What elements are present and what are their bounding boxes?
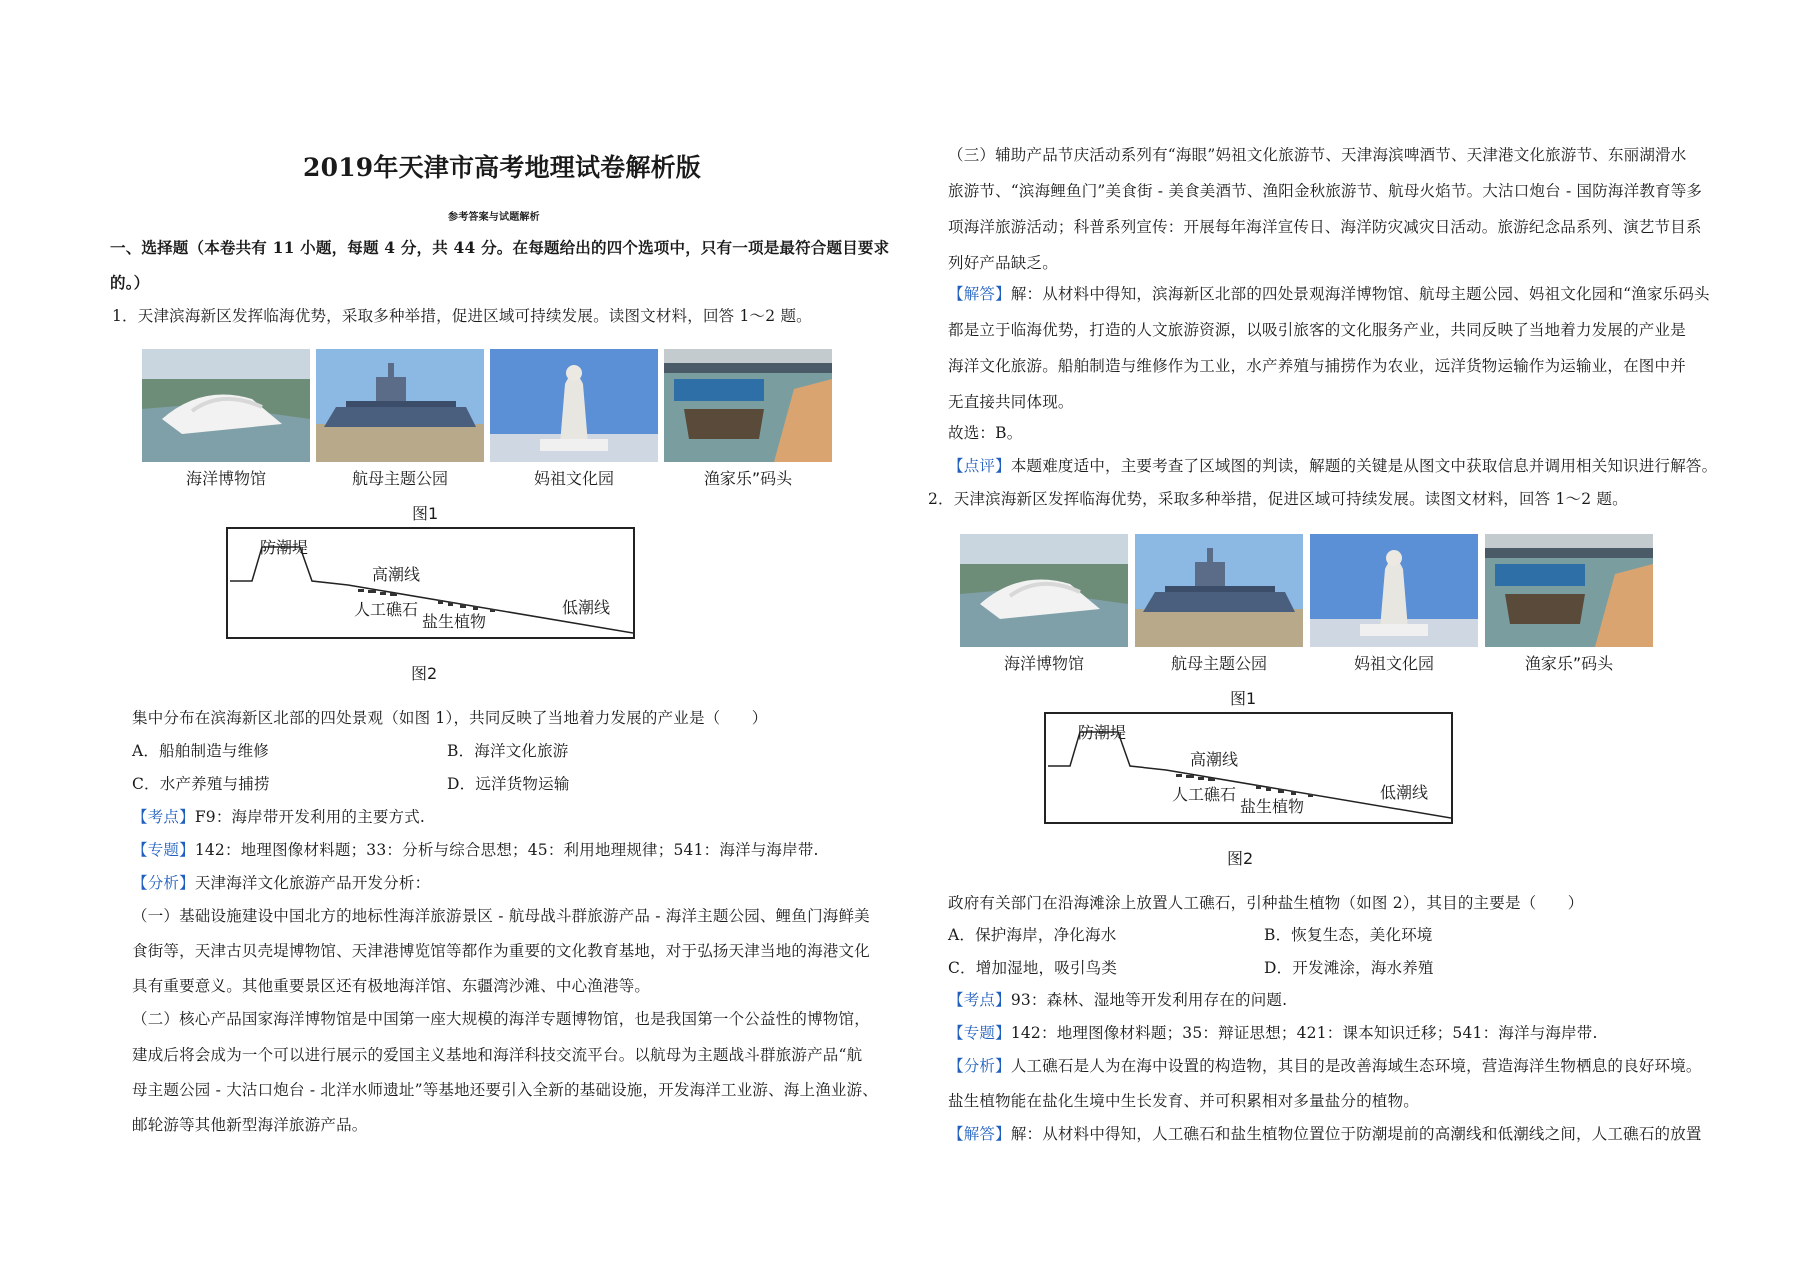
label-low-tide-2: 低潮线 [1380, 783, 1429, 802]
paper-subtitle: 参考答案与试题解析 [448, 212, 540, 223]
section-heading-line1: 一、选择题（本卷共有 11 小题，每题 4 分，共 44 分。在每题给出的四个选项中，只有一项是最符合题目要求 [110, 238, 890, 257]
jieda-line3: 海洋文化旅游。船舶制造与维修作为工业，水产养殖与捕捞作为农业，远洋货物运输作为运输业，在图中并 [948, 357, 1686, 375]
paper-title: 2019年天津市高考地理试卷解析版 [303, 153, 701, 182]
photo-ocean-museum-2 [960, 534, 1128, 647]
figure-2-label: 图2 [411, 664, 438, 683]
left-column [110, 0, 910, 1282]
fenxi-line [132, 871, 430, 893]
label-high-tide-2: 高潮线 [1190, 750, 1239, 769]
label-artificial-reef: 人工礁石 [354, 600, 419, 619]
caption-carrier-park: 航母主题公园 [351, 469, 448, 488]
para1-line2: 食街等，天津古贝壳堤博物馆、天津港博览馆等都作为重要的文化教育基地，对于弘扬天津当地的海港文化 [132, 942, 870, 960]
jieda2-line [948, 1122, 1702, 1144]
fenxi-text: 天津海洋文化旅游产品开发分析： [194, 874, 431, 892]
zhuanti-text-2: 142：地理图像材料题；35：辩证思想；421：课本知识迁移；541：海洋与海岸带. [1010, 1024, 1598, 1042]
photo-mazu-park [490, 349, 658, 462]
figure-1-label: 图1 [412, 504, 439, 523]
para1-line1: （一）基础设施建设中国北方的地标性海洋旅游景区 - 航母战斗群旅游产品 - 海洋主题公园、鲤鱼门海鲜美 [132, 907, 870, 925]
option-c: C．水产养殖与捕捞 [132, 775, 270, 793]
fenxi-tag-2: 【分析】 [948, 1057, 1011, 1075]
fenxi-line-2 [948, 1054, 1702, 1076]
para3-line3: 项海洋旅游活动；科普系列宣传：开展每年海洋宣传日、海洋防灾减灾日活动。旅游纪念品系列、演艺节目系 [948, 218, 1702, 236]
caption-carrier-park-2: 航母主题公园 [1170, 654, 1267, 673]
question-1-text: 集中分布在滨海新区北部的四处景观（如图 1），共同反映了当地着力发展的产业是（ ） [132, 709, 768, 727]
para2-line2: 建成后将会成为一个可以进行展示的爱国主义基地和海洋科技交流平台。以航母为主题战斗群旅游产品“航 [132, 1046, 863, 1064]
kaodian-line [132, 805, 425, 827]
label-low-tide: 低潮线 [562, 598, 611, 617]
zhuanti-line [132, 838, 819, 860]
dianping-line [948, 454, 1717, 476]
kaodian-line-2 [948, 988, 1287, 1010]
question-2-text: 政府有关部门在沿海滩涂上放置人工礁石，引种盐生植物（如图 2），其目的主要是（ ） [948, 894, 1584, 912]
caption-fishing-dock: 渔家乐”码头 [703, 469, 793, 488]
figure-1-label-2: 图1 [1230, 689, 1257, 708]
kaodian-text: F9：海岸带开发利用的主要方式. [194, 808, 426, 826]
photo-carrier-park [316, 349, 484, 462]
option-d: D．远洋货物运输 [447, 775, 570, 793]
jieda-tag: 【解答】 [948, 285, 1011, 303]
question-2-stem: 2．天津滨海新区发挥临海优势，采取多种举措，促进区域可持续发展。读图文材料，回答 1～2 题。 [928, 490, 1628, 508]
coast-profile-diagram-2 [1044, 712, 1453, 824]
jieda-text-1: 解：从材料中得知，滨海新区北部的四处景观海洋博物馆、航母主题公园、妈祖文化园和“渔家乐码头 [1010, 285, 1710, 303]
jieda-line4: 无直接共同体现。 [948, 393, 1074, 411]
photo-mazu-park-2 [1310, 534, 1478, 647]
para2-line4: 邮轮游等其他新型海洋旅游产品。 [132, 1116, 368, 1134]
zhuanti-tag-2: 【专题】 [948, 1024, 1011, 1042]
jieda-line2: 都是立于临海优势，打造的人文旅游资源，以吸引旅客的文化服务产业，共同反映了当地着力发展的产业是 [948, 321, 1686, 339]
para2-line3: 母主题公园 - 大沽口炮台 - 北洋水师遗址”等基地还要引入全新的基础设施，开发海洋工业游、海上渔业游、 [132, 1081, 879, 1099]
para3-line2: 旅游节、“滨海鲤鱼门”美食街 - 美食美酒节、渔阳金秋旅游节、航母火焰节。大沽口炮台 - 国防海洋教育等多 [948, 182, 1703, 200]
coast-profile-diagram [226, 527, 635, 639]
fenxi-tag: 【分析】 [132, 874, 195, 892]
label-salt-plants: 盐生植物 [422, 612, 487, 631]
label-seawall: 防潮堤 [260, 538, 309, 557]
jieda-line1 [948, 282, 1710, 304]
para1-line3: 具有重要意义。其他重要景区还有极地海洋馆、东疆湾沙滩、中心渔港等。 [132, 977, 651, 995]
dianping-tag: 【点评】 [948, 457, 1011, 475]
zhuanti-text: 142：地理图像材料题；33：分析与综合思想；45：利用地理规律；541：海洋与海岸带. [194, 841, 819, 859]
photo-fishing-dock [664, 349, 832, 462]
caption-ocean-museum: 海洋博物馆 [185, 469, 266, 488]
option-a-2: A．保护海岸，净化海水 [948, 926, 1117, 944]
figure-2-label-2: 图2 [1227, 849, 1254, 868]
label-salt-plants-2: 盐生植物 [1240, 797, 1305, 816]
zhuanti-tag: 【专题】 [132, 841, 195, 859]
para3-line1: （三）辅助产品节庆活动系列有“海眼”妈祖文化旅游节、天津海滨啤酒节、天津港文化旅游节、东丽湖滑水 [948, 146, 1687, 164]
para3-line4: 列好产品缺乏。 [948, 254, 1058, 272]
zhuanti-line-2 [948, 1021, 1598, 1043]
photo-carrier-park-2 [1135, 534, 1303, 647]
fenxi-line2-2: 盐生植物能在盐化生境中生长发育、并可积累相对多量盐分的植物。 [948, 1092, 1420, 1110]
label-high-tide: 高潮线 [372, 565, 421, 584]
caption-ocean-museum-2: 海洋博物馆 [1003, 654, 1084, 673]
label-artificial-reef-2: 人工礁石 [1172, 785, 1237, 804]
option-d-2: D．开发滩涂，海水养殖 [1264, 959, 1434, 977]
kaodian-tag: 【考点】 [132, 808, 195, 826]
jieda2-text: 解：从材料中得知，人工礁石和盐生植物位置位于防潮堤前的高潮线和低潮线之间，人工礁石的放置 [1010, 1125, 1702, 1143]
caption-fishing-dock-2: 渔家乐”码头 [1524, 654, 1614, 673]
right-column [928, 0, 1733, 1282]
caption-mazu-park-2: 妈祖文化园 [1353, 654, 1434, 673]
kaodian-text-2: 93：森林、湿地等开发利用存在的问题. [1010, 991, 1288, 1009]
jieda2-tag: 【解答】 [948, 1125, 1011, 1143]
fenxi-text-2: 人工礁石是人为在海中设置的构造物，其目的是改善海域生态环境，营造海洋生物栖息的良好环境。 [1010, 1057, 1702, 1075]
kaodian-tag-2: 【考点】 [948, 991, 1011, 1009]
option-b: B．海洋文化旅游 [447, 742, 569, 760]
photo-ocean-museum [142, 349, 310, 462]
para2-line1: （二）核心产品国家海洋博物馆是中国第一座大规模的海洋专题博物馆，也是我国第一个公益性的博物馆， [132, 1010, 870, 1028]
photo-fishing-dock-2 [1485, 534, 1653, 647]
question-1-stem: 1．天津滨海新区发挥临海优势，采取多种举措，促进区域可持续发展。读图文材料，回答 1～2 题。 [112, 307, 812, 325]
option-c-2: C．增加湿地，吸引鸟类 [948, 959, 1118, 977]
answer-line: 故选：B。 [948, 424, 1023, 442]
option-b-2: B．恢复生态，美化环境 [1264, 926, 1433, 944]
label-seawall-2: 防潮堤 [1078, 723, 1127, 742]
caption-mazu-park: 妈祖文化园 [533, 469, 614, 488]
option-a: A．船舶制造与维修 [132, 742, 269, 760]
section-heading-line2: 的。） [110, 273, 150, 292]
dianping-text: 本题难度适中，主要考查了区域图的判读，解题的关键是从图文中获取信息并调用相关知识进行解答。 [1010, 457, 1718, 475]
